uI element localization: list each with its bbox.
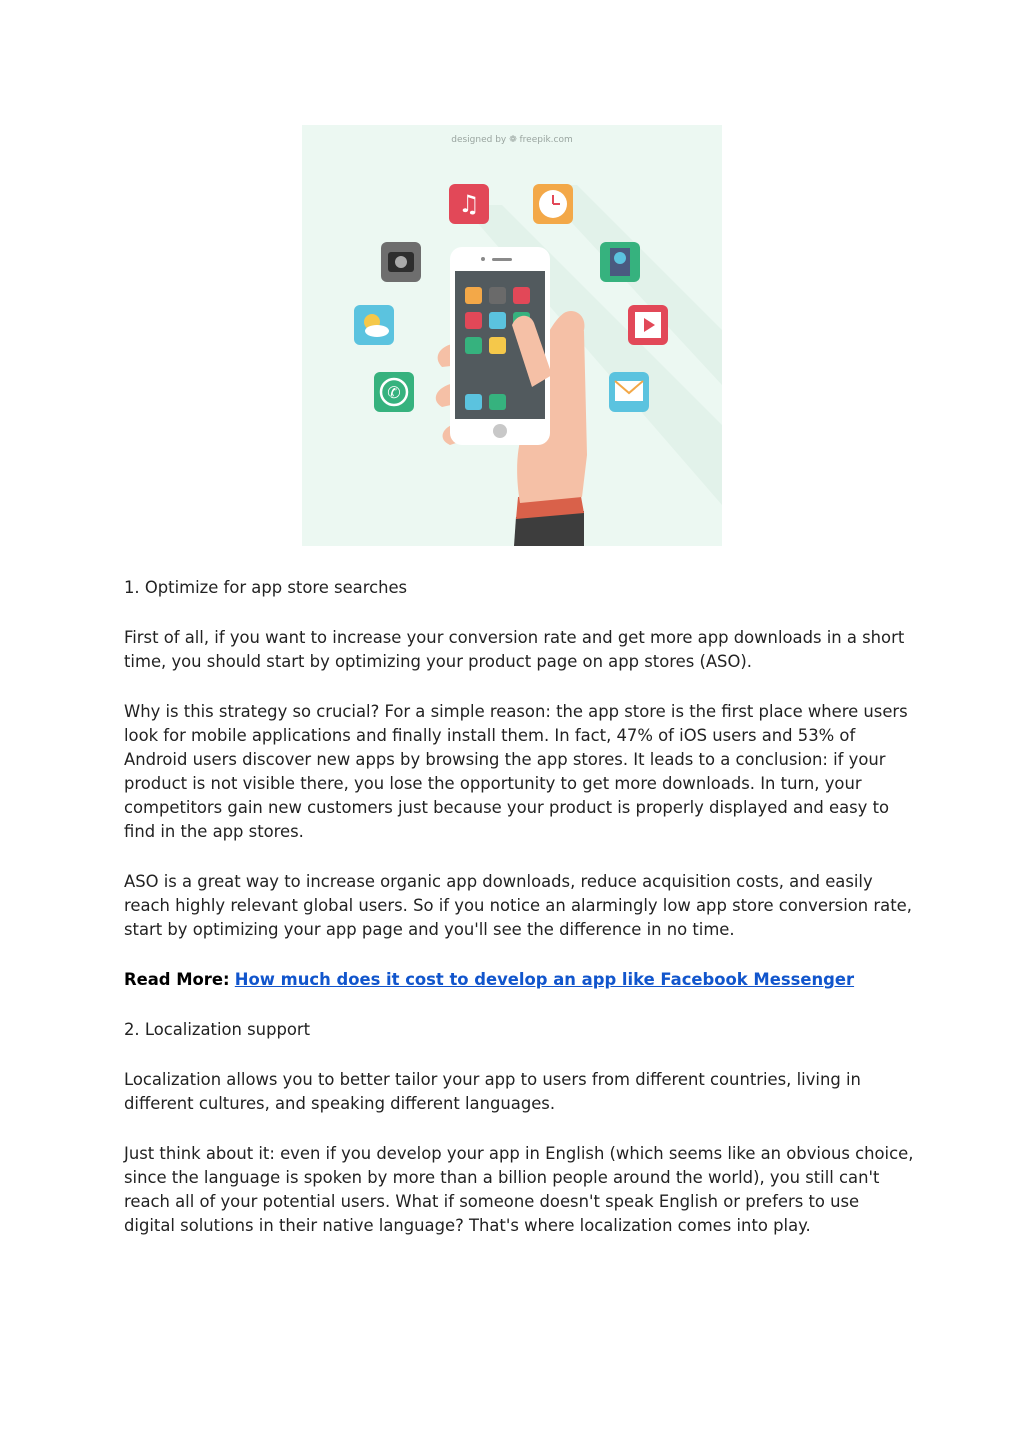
- phone-illustration: [302, 125, 722, 546]
- read-more: [124, 968, 914, 992]
- article-body: [124, 576, 914, 1264]
- read-more-link[interactable]: How much does it cost to develop an app like Facebook Messenger: [234, 970, 855, 989]
- section-heading-optimize: 1. Optimize for app store searches: [124, 578, 408, 597]
- paragraph: ASO is a great way to increase organic app downloads, reduce acquisition costs, and easily reach highly relevant global users. So if you notice an alarmingly low app store conversion rate, start by optimizing your app page and you'll see the difference in no time.: [124, 872, 912, 939]
- read-more-label: Read More:: [124, 970, 230, 989]
- image-credit: designed by ❁ freepik.com: [451, 135, 573, 145]
- camera-icon: [381, 242, 421, 282]
- video-icon: [628, 305, 668, 345]
- paragraph: Localization allows you to better tailor your app to users from different countries, living in different cultures, and speaking different languages.: [124, 1070, 861, 1113]
- svg-text:✆: ✆: [387, 383, 401, 402]
- phone-icon: [374, 372, 414, 412]
- svg-text:♫: ♫: [458, 190, 480, 218]
- paragraph: Why is this strategy so crucial? For a simple reason: the app store is the first place where users look for mobile applications and finally install them. In fact, 47% of iOS users and 53% of Android users discover new apps by browsing the app stores. It leads to a conclusion: if your product is not visible there, you lose the opportunity to get more downloads. In turn, your competitors gain new customers just because your product is properly displayed and easy to find in the app stores.: [124, 702, 908, 841]
- clock-icon: [533, 184, 573, 224]
- mail-icon: [609, 372, 649, 412]
- weather-icon: [354, 305, 394, 345]
- music-note-icon: [449, 184, 489, 224]
- paragraph: First of all, if you want to increase your conversion rate and get more app downloads in a short time, you should start by optimizing your product page on app stores (ASO).: [124, 628, 905, 671]
- paragraph: Just think about it: even if you develop your app in English (which seems like an obvious choice, since the language is spoken by more than a billion people around the world), you still can't reach all of your potential users. What if someone doesn't speak English or prefers to use digital solutions in their native language? That's where localization comes into play.: [124, 1144, 914, 1235]
- hero-illustration: [302, 125, 722, 546]
- map-icon: [600, 242, 640, 282]
- section-heading-localization: 2. Localization support: [124, 1020, 311, 1039]
